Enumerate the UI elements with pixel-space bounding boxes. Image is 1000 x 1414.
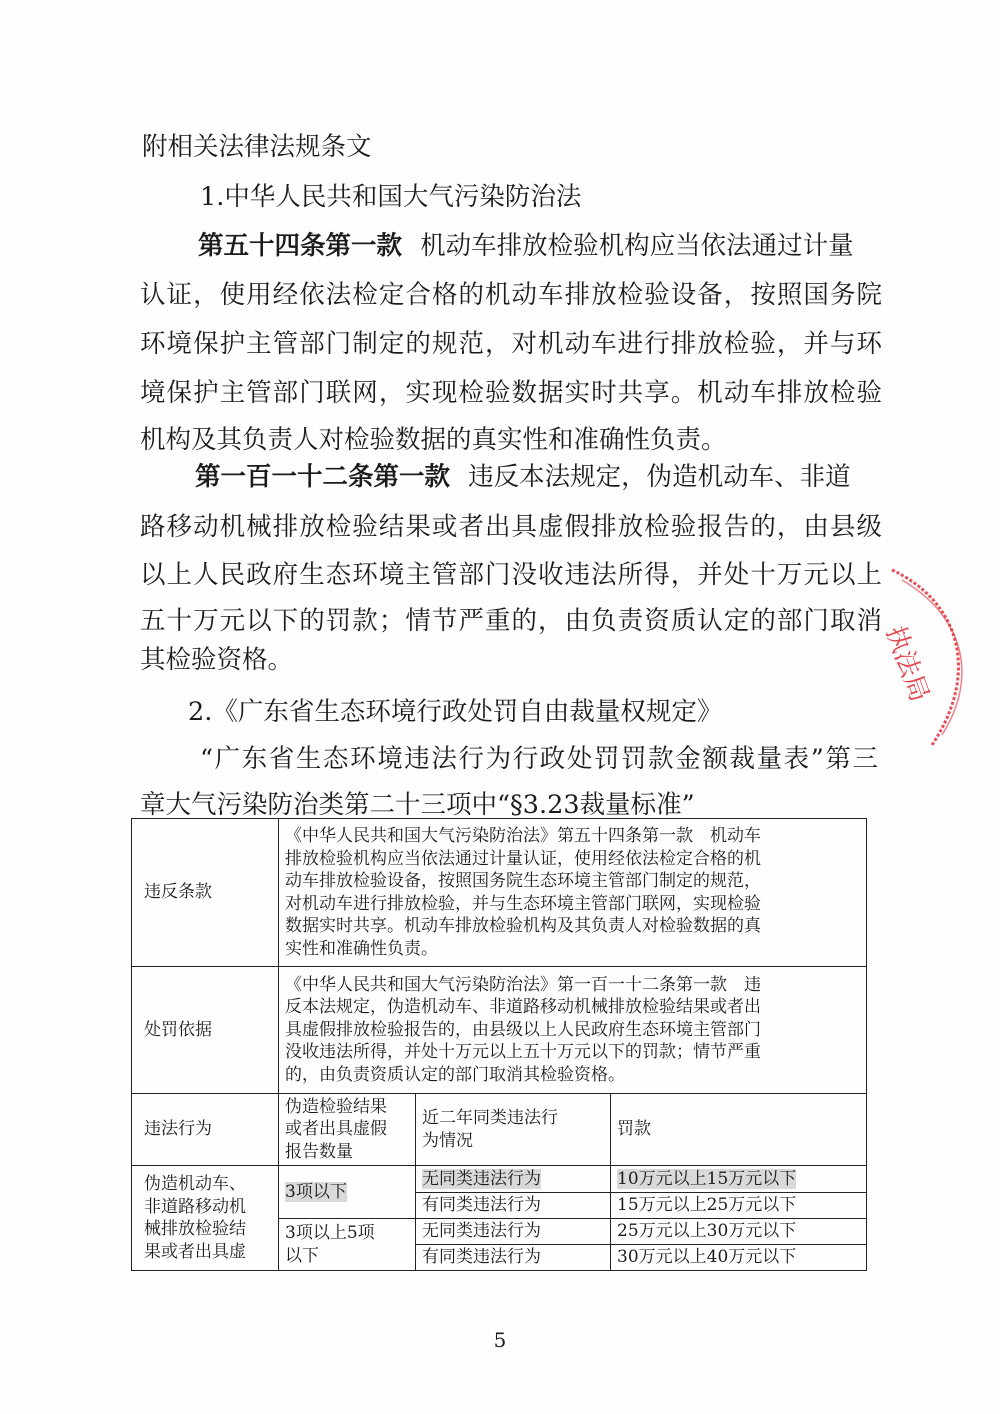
- header-violation-behavior: 违法行为: [132, 1094, 279, 1166]
- official-seal-stamp: [862, 560, 1000, 750]
- penalty-basis-line: 具虚假排放检验报告的，由县级以上人民政府生态环境主管部门: [285, 1019, 761, 1040]
- penalty-basis-line: 反本法规定，伪造机动车、非道路移动机械排放检验结果或者出: [285, 997, 761, 1018]
- art112-label: 第一百一十二条第一款: [195, 462, 451, 492]
- header-fine: 罚款: [611, 1094, 867, 1166]
- header-report-count-line: 伪造检验结果: [285, 1096, 387, 1117]
- page-number: 5: [493, 1328, 507, 1352]
- art54-line-3: 境保护主管部门联网，实现检验数据实时共享。机动车排放检验: [140, 378, 882, 408]
- situation-value: 无同类违法行为: [422, 1168, 541, 1189]
- header-prior-violations-line: 为情况: [422, 1130, 473, 1151]
- violation-behavior-line: 伪造机动车、: [144, 1174, 246, 1194]
- report-count-line: 以下: [285, 1245, 319, 1266]
- penalty-basis-line: 的，由负责资质认定的部门取消其检验资格。: [285, 1064, 625, 1085]
- penalty-basis-line: 没收违法所得，并处十万元以上五十万元以下的罚款；情节严重: [285, 1042, 761, 1063]
- fine-cell: 30万元以上40万元以下: [611, 1245, 867, 1271]
- violated-clause-line: 对机动车进行排放检验，并与生态环境主管部门联网，实现检验: [285, 893, 761, 914]
- section2-intro-line-1: 章大气污染防治类第二十三项中“§3.23裁量标准”: [140, 790, 695, 820]
- art112-line-4: 其检验资格。: [140, 645, 294, 675]
- section2-title: 2.《广东省生态环境行政处罚自由裁量权规定》: [188, 697, 723, 727]
- svg-text:执法局: 执法局: [879, 622, 935, 706]
- fine-value: 10万元以上15万元以下: [617, 1168, 797, 1189]
- art112-first-line: [195, 462, 882, 492]
- report-count-cell: [279, 1166, 416, 1219]
- violation-behavior-line: 非道路移动机: [144, 1196, 246, 1217]
- violated-clause-line: 动车排放检验设备，按照国务院生态环境主管部门制定的规范，: [285, 871, 761, 891]
- art54-line-2: 环境保护主管部门制定的规范，对机动车进行排放检验，并与环: [140, 329, 882, 359]
- art54-line-4: 机构及其负责人对检验数据的真实性和准确性负责。: [140, 425, 727, 455]
- header-prior-violations-line: 近二年同类违法行: [422, 1108, 558, 1128]
- section2-intro-line-0: “广东省生态环境违法行为行政处罚罚款金额裁量表”第三: [200, 744, 878, 774]
- violated-clause-label: 违反条款: [132, 819, 279, 967]
- table-row-penalty-basis: [132, 967, 867, 1094]
- violated-clause-line: 实性和准确性负责。: [285, 938, 438, 959]
- fine-cell: [611, 1166, 867, 1193]
- section1-title: 1.中华人民共和国大气污染防治法: [200, 182, 582, 212]
- art112-line-0: 违反本法规定，伪造机动车、非道: [468, 462, 851, 492]
- penalty-basis-label: 处罚依据: [132, 967, 279, 1094]
- violation-behavior-cell: [132, 1166, 279, 1271]
- fine-cell: 15万元以上25万元以下: [611, 1193, 867, 1219]
- situation-cell: [416, 1166, 611, 1193]
- violated-clause-line: 排放检验机构应当依法通过计量认证，使用经依法检定合格的机: [285, 848, 761, 869]
- header-report-count-line: 报告数量: [285, 1141, 353, 1162]
- art54-first-line: [198, 231, 882, 261]
- table-row-violated-clause: [132, 819, 867, 967]
- table-row: [132, 1166, 867, 1193]
- situation-cell: 无同类违法行为: [416, 1219, 611, 1245]
- report-count-cell: [279, 1219, 416, 1271]
- header-prior-violations: [416, 1094, 611, 1166]
- report-count-value: 3项以下: [285, 1181, 347, 1202]
- report-count-line: 3项以上5项: [285, 1223, 375, 1243]
- violated-clause-line: 《中华人民共和国大气污染防治法》第五十四条第一款 机动车: [285, 826, 761, 846]
- table-header-row: [132, 1094, 867, 1166]
- situation-cell: 有同类违法行为: [416, 1245, 611, 1271]
- fine-cell: 25万元以上30万元以下: [611, 1219, 867, 1245]
- art112-line-1: 路移动机械排放检验结果或者出具虚假排放检验报告的，由县级: [140, 512, 882, 542]
- penalty-basis-text: [279, 967, 867, 1094]
- situation-cell: 有同类违法行为: [416, 1193, 611, 1219]
- penalty-basis-line: 《中华人民共和国大气污染防治法》第一百一十二条第一款 违: [285, 974, 761, 995]
- discretion-standard-table: [131, 818, 867, 1271]
- art54-line-0: 机动车排放检验机构应当依法通过计量: [420, 231, 854, 261]
- appendix-heading: 附相关法律法规条文: [142, 132, 372, 162]
- violation-behavior-line: 械排放检验结: [144, 1219, 246, 1239]
- violation-behavior-line: 果或者出具虚: [144, 1241, 246, 1262]
- art54-label: 第五十四条第一款: [198, 231, 403, 261]
- art54-line-1: 认证，使用经依法检定合格的机动车排放检验设备，按照国务院: [140, 280, 882, 310]
- violated-clause-line: 数据实时共享。机动车排放检验机构及其负责人对检验数据的真: [285, 916, 761, 936]
- art112-line-2: 以上人民政府生态环境主管部门没收违法所得，并处十万元以上: [140, 560, 882, 590]
- header-report-count: [279, 1094, 416, 1166]
- header-report-count-line: 或者出具虚假: [285, 1119, 387, 1140]
- violated-clause-text: [279, 819, 867, 967]
- art112-line-3: 五十万元以下的罚款；情节严重的，由负责资质认定的部门取消: [140, 606, 882, 636]
